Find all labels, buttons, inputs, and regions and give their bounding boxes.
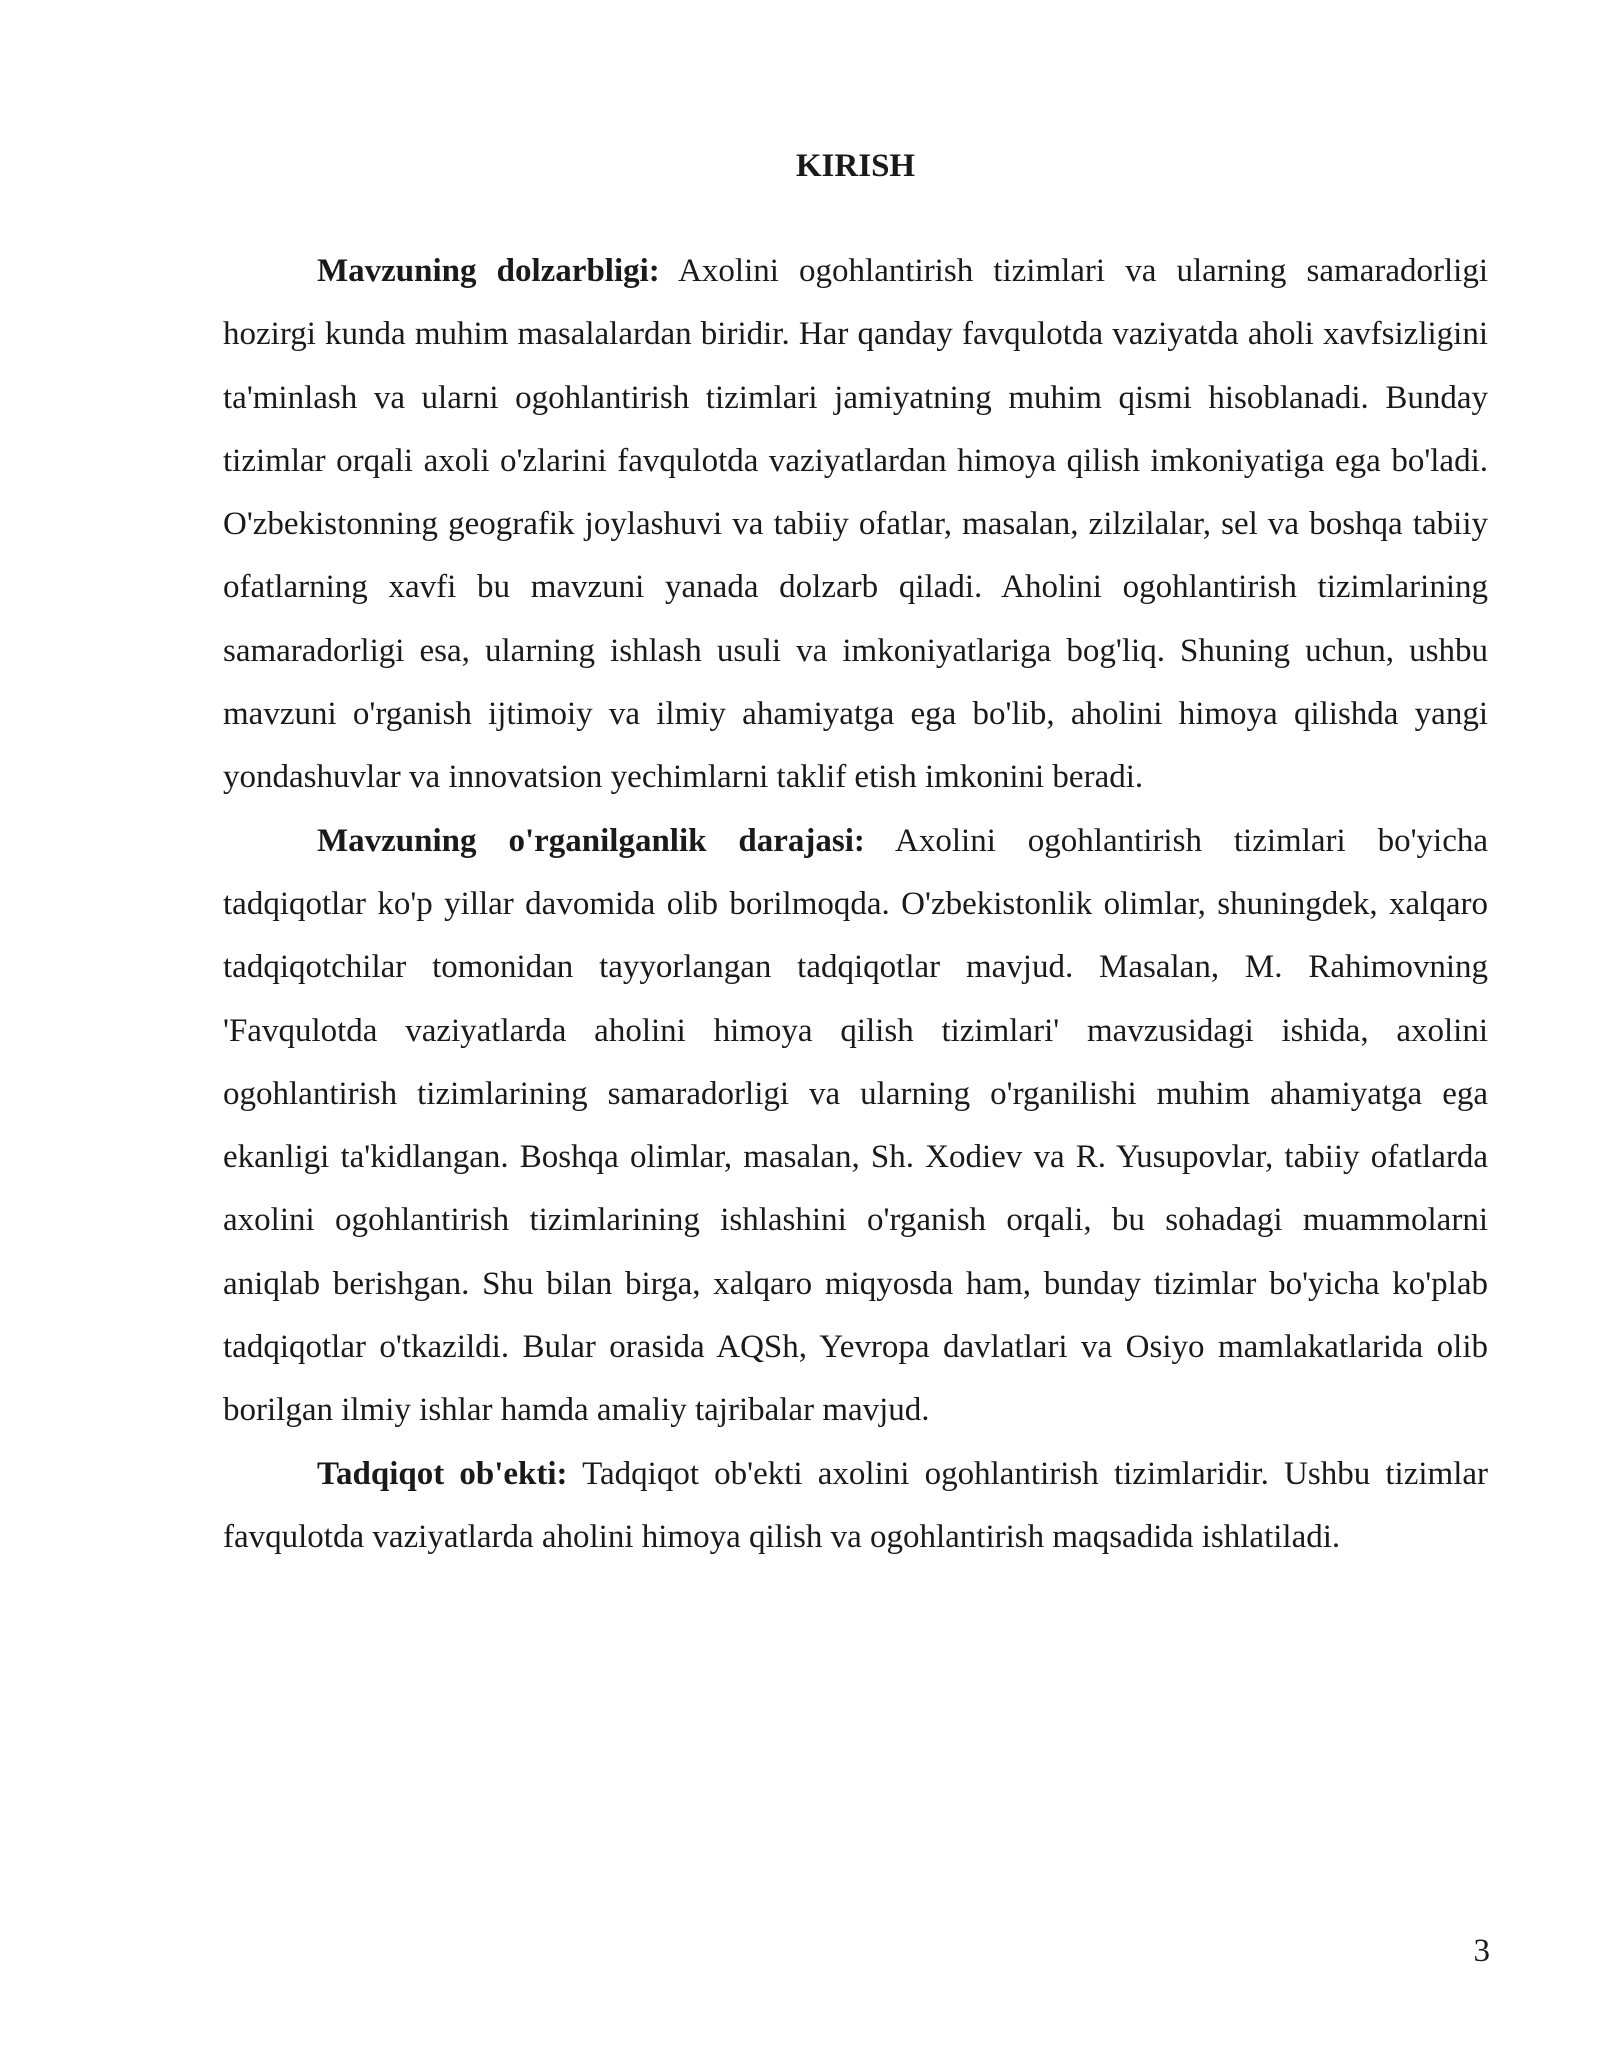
paragraph-heading: Mavzuning dolzarbligi: bbox=[317, 253, 660, 289]
page-title: KIRISH bbox=[795, 148, 916, 184]
paragraph-relevance bbox=[223, 240, 1488, 810]
page-number: 3 bbox=[1473, 1933, 1490, 1969]
paragraph-study-level bbox=[223, 810, 1488, 1443]
document-body bbox=[223, 240, 1488, 1569]
paragraph-text: Axolini ogohlantirish tizimlari va ularning samaradorligi hozirgi kunda muhim masalalardan biridir. Har qanday favqulotda vaziyatda aholi xavfsizligini ta'minlash va ularni ogohlantirish tizimlari jamiyatning muhim qismi hisoblanadi. Bunday tizimlar orqali axoli o'zlarini favqulotda vaziyatlardan himoya qilish imkoniyatiga ega bo'ladi. O'zbekistonning geografik joylashuvi va tabiiy ofatlar, masalan, zilzilalar, sel va boshqa tabiiy ofatlarning xavfi bu mavzuni yanada dolzarb qiladi. Aholini ogohlantirish tizimlarining samaradorligi esa, ularning ishlash usuli va imkoniyatlariga bog'liq. Shuning uchun, ushbu mavzuni o'rganish ijtimoiy va ilmiy ahamiyatga ega bo'lib, aholini himoya qilishda yangi yondashuvlar va innovatsion yechimlarni taklif etish imkonini beradi. bbox=[223, 253, 1488, 796]
paragraph-text: Axolini ogohlantirish tizimlari bo'yicha tadqiqotlar ko'p yillar davomida olib borilmoqda. O'zbekistonlik olimlar, shuningdek, xalqaro tadqiqotchilar tomonidan tayyorlangan tadqiqotlar mavjud. Masalan, M. Rahimovning 'Favqulotda vaziyatlarda aholini himoya qilish tizimlari' mavzusidagi ishida, axolini ogohlantirish tizimlarining samaradorligi va ularning o'rganilishi muhim ahamiyatga ega ekanligi ta'kidlangan. Boshqa olimlar, masalan, Sh. Xodiev va R. Yusupovlar, tabiiy ofatlarda axolini ogohlantirish tizimlarining ishlashini o'rganish orqali, bu sohadagi muammolarni aniqlab berishgan. Shu bilan birga, xalqaro miqyosda ham, bunday tizimlar bo'yicha ko'plab tadqiqotlar o'tkazildi. Bular orasida AQSh, Yevropa davlatlari va Osiyo mamlakatlarida olib borilgan ilmiy ishlar hamda amaliy tajribalar mavjud. bbox=[223, 822, 1489, 1429]
paragraph-research-object bbox=[223, 1443, 1488, 1570]
paragraph-heading: Tadqiqot ob'ekti: bbox=[317, 1455, 568, 1492]
paragraph-heading: Mavzuning o'rganilganlik darajasi: bbox=[317, 822, 865, 859]
paragraph-text: Tadqiqot ob'ekti axolini ogohlantirish tizimlaridir. Ushbu tizimlar favqulotda vaziyatlarda aholini himoya qilish va ogohlantirish maqsadida ishlatiladi. bbox=[223, 1455, 1489, 1555]
